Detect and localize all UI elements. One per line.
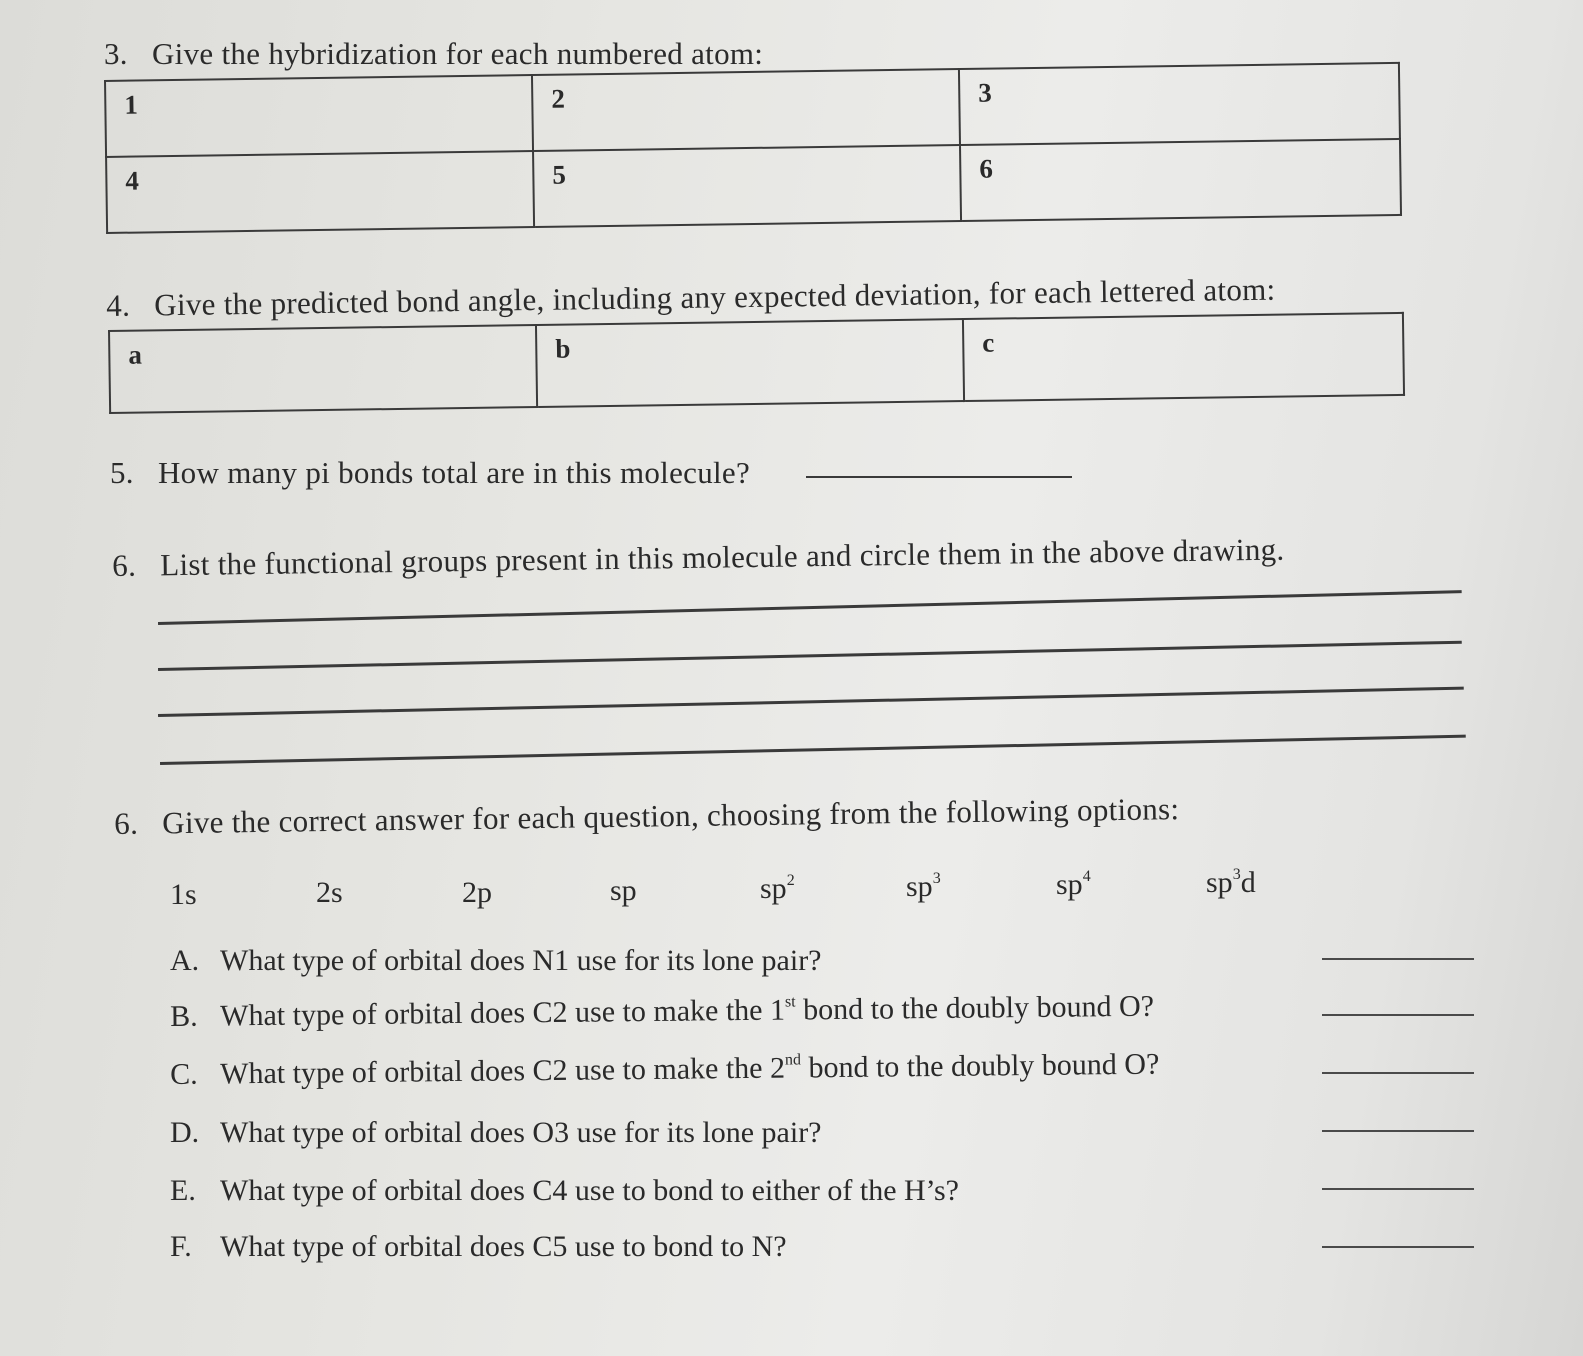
answer-line-f[interactable] (1322, 1246, 1474, 1248)
pi-bonds-answer-line[interactable] (806, 476, 1072, 478)
sub-question-f: F. What type of orbital does C5 use to bond to N? (170, 1230, 787, 1263)
answer-cell-b[interactable]: b (536, 319, 964, 407)
question-6-orbitals (114, 791, 1180, 842)
answer-cell-2[interactable]: 2 (532, 69, 960, 151)
answer-line-e[interactable] (1322, 1188, 1474, 1190)
option-sp2: $sp^2$ (760, 872, 795, 905)
option-1s: 1s (170, 878, 197, 911)
answer-cell-3[interactable]: 3 (959, 63, 1400, 145)
functional-group-line-1[interactable] (158, 590, 1462, 625)
sub-question-d: D. What type of orbital does O3 use for its lone pair? (170, 1116, 822, 1149)
answer-cell-5[interactable]: 5 (533, 145, 961, 227)
answer-line-a[interactable] (1322, 958, 1474, 960)
question-text: Give the correct answer for each question, choosing from the following options: (161, 791, 1180, 841)
question-5 (110, 455, 750, 491)
functional-group-line-3[interactable] (158, 687, 1464, 717)
answer-cell-4[interactable]: 4 (106, 151, 534, 233)
question-number: 5. (110, 455, 134, 490)
option-sp3d: $sp^3d$ (1206, 866, 1256, 899)
option-2p: 2p (462, 876, 492, 909)
answer-cell-1[interactable]: 1 (105, 75, 533, 157)
option-sp3: $sp^3$ (906, 870, 941, 903)
answer-cell-c[interactable]: c (963, 313, 1404, 401)
answer-line-c[interactable] (1322, 1072, 1474, 1074)
functional-group-line-4[interactable] (160, 735, 1466, 765)
sub-question-b: B. What type of orbital does C2 use to make the 1st bond to the doubly bound O? (170, 989, 1155, 1033)
question-3 (104, 36, 763, 72)
question-6-functional-groups (112, 532, 1285, 584)
functional-group-line-2[interactable] (158, 641, 1462, 671)
answer-cell-6[interactable]: 6 (960, 139, 1401, 221)
question-number: 3. (104, 36, 128, 71)
hybridization-table (104, 62, 1402, 234)
question-number: 4. (106, 287, 131, 323)
sub-question-e: E. What type of orbital does C4 use to bond to either of the H’s? (170, 1174, 959, 1207)
question-text: List the functional groups present in this molecule and circle them in the above drawing. (159, 531, 1285, 583)
question-number: 6. (112, 547, 137, 583)
question-number: 6. (114, 805, 139, 841)
question-text: Give the predicted bond angle, including any expected deviation, for each lettered atom: (153, 271, 1276, 323)
option-sp: sp (610, 874, 637, 907)
question-text: Give the hybridization for each numbered atom: (152, 36, 764, 71)
option-2s: 2s (316, 876, 343, 909)
answer-line-d[interactable] (1322, 1130, 1474, 1132)
sub-question-a: A. What type of orbital does N1 use for its lone pair? (170, 944, 822, 977)
question-text: How many pi bonds total are in this molecule? (158, 455, 751, 490)
answer-line-b[interactable] (1322, 1014, 1474, 1016)
answer-cell-a[interactable]: a (109, 325, 537, 413)
option-sp4: $sp^4$ (1056, 868, 1091, 901)
sub-question-c: C. What type of orbital does C2 use to make the 2nd bond to the doubly bound O? (170, 1047, 1160, 1091)
bond-angle-table (108, 312, 1405, 414)
